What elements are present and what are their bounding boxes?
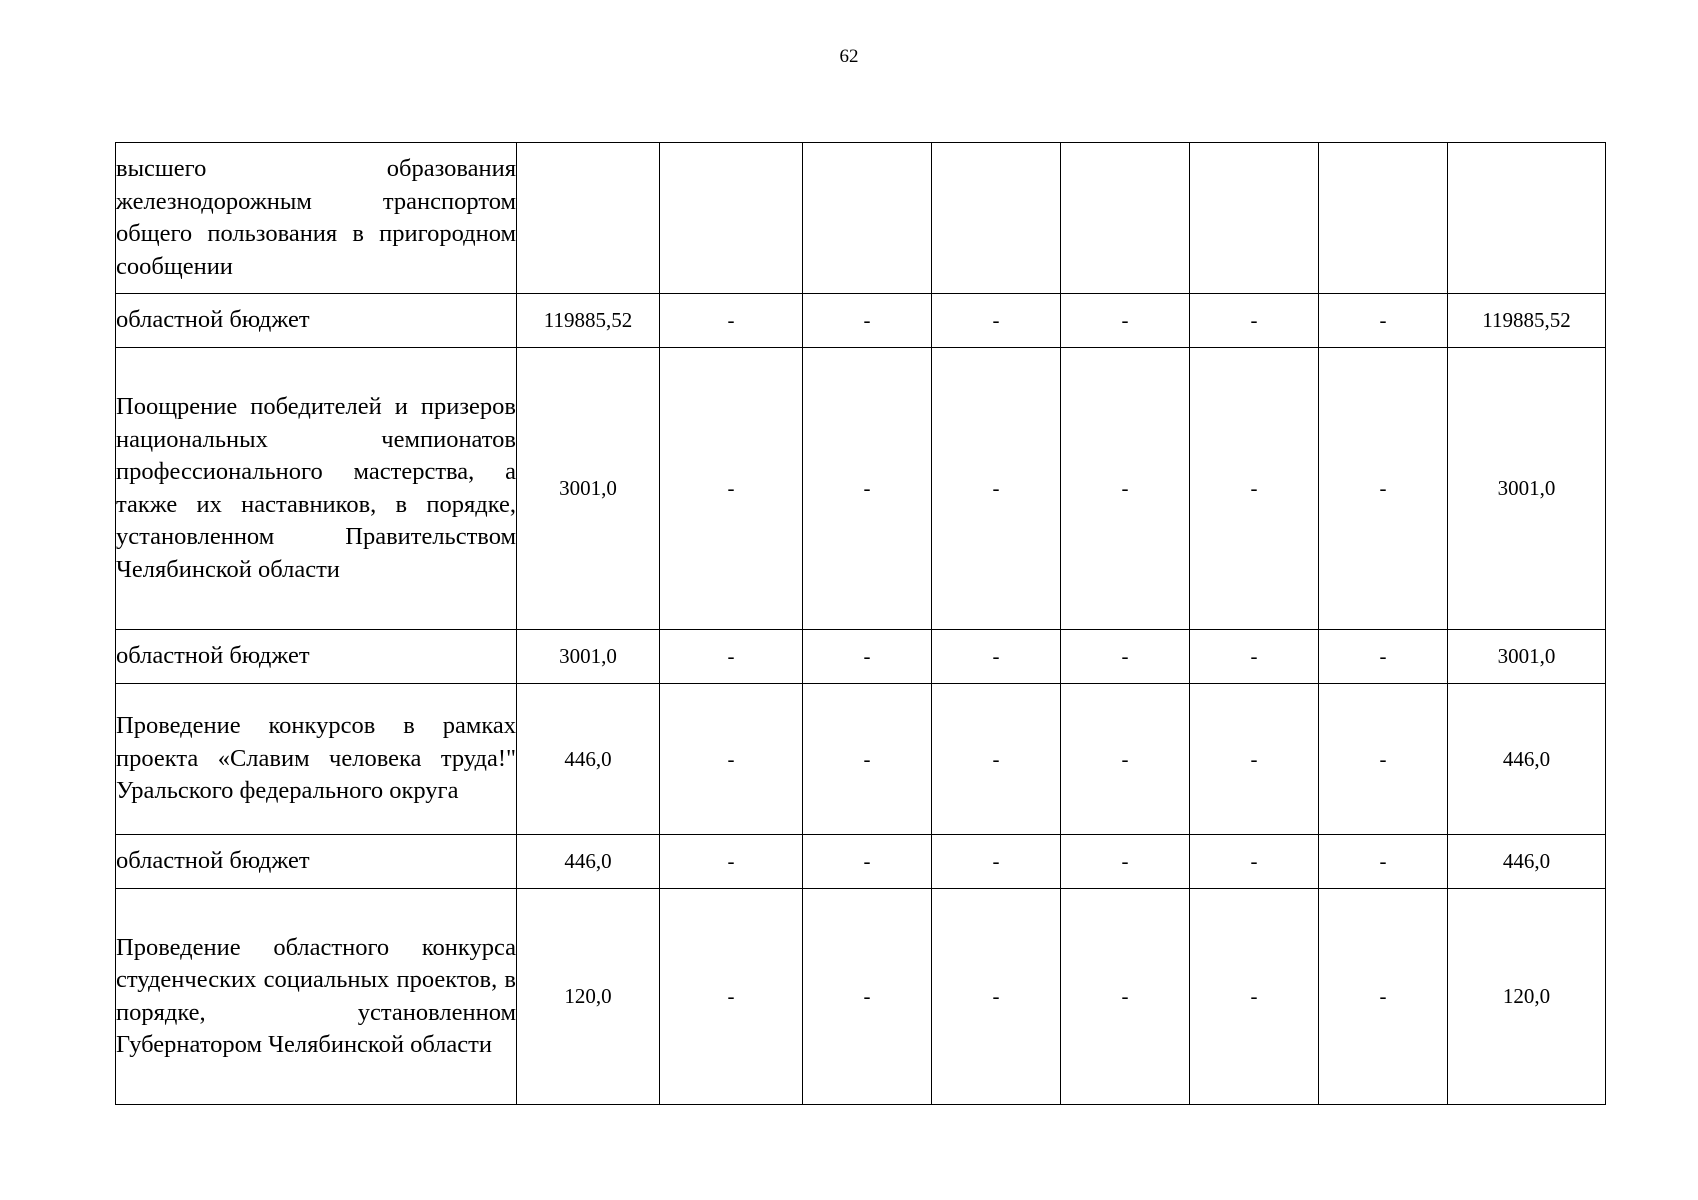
value-cell: 3001,0 <box>517 348 660 630</box>
value-cell: - <box>660 889 803 1105</box>
value-cell: - <box>1190 348 1319 630</box>
value-cell: - <box>1061 630 1190 684</box>
value-cell <box>803 143 932 294</box>
total-cell: 446,0 <box>1448 684 1606 835</box>
value-cell: 3001,0 <box>517 630 660 684</box>
value-cell: - <box>1190 630 1319 684</box>
value-cell: - <box>932 684 1061 835</box>
value-cell: - <box>1061 684 1190 835</box>
value-cell: - <box>1319 889 1448 1105</box>
value-cell: - <box>932 889 1061 1105</box>
table-row <box>116 835 1606 889</box>
table-row <box>116 348 1606 630</box>
value-cell: - <box>1061 294 1190 348</box>
value-cell: - <box>660 835 803 889</box>
row-description: областной бюджет <box>116 294 517 348</box>
page-number: 62 <box>839 46 859 67</box>
table-row <box>116 630 1606 684</box>
table-row <box>116 294 1606 348</box>
value-cell: - <box>1190 835 1319 889</box>
table-row <box>116 684 1606 835</box>
value-cell <box>660 143 803 294</box>
value-cell: - <box>660 348 803 630</box>
value-cell: - <box>803 835 932 889</box>
value-cell: - <box>803 889 932 1105</box>
value-cell: - <box>660 684 803 835</box>
value-cell: - <box>660 630 803 684</box>
row-description: областной бюджет <box>116 835 517 889</box>
total-cell <box>1448 143 1606 294</box>
budget-table <box>115 142 1606 1105</box>
value-cell <box>1061 143 1190 294</box>
value-cell: - <box>1319 294 1448 348</box>
total-cell: 120,0 <box>1448 889 1606 1105</box>
value-cell: - <box>1061 889 1190 1105</box>
row-description: Поощрение победителей и призеров национальных чемпионатов профессионального мастерства, а также их наставников, в порядке, установленном Правительством Челябинской области <box>116 348 517 630</box>
row-description: Проведение областного конкурса студенческих социальных проектов, в порядке, установленном Губернатором Челябинской области <box>116 889 517 1105</box>
value-cell: - <box>803 294 932 348</box>
value-cell: - <box>1319 835 1448 889</box>
value-cell: - <box>803 684 932 835</box>
value-cell: - <box>1319 684 1448 835</box>
table-row <box>116 889 1606 1105</box>
value-cell: 446,0 <box>517 835 660 889</box>
row-description: высшего образования железнодорожным транспортом общего пользования в пригородном сообщении <box>116 143 517 294</box>
value-cell: - <box>1190 684 1319 835</box>
value-cell <box>517 143 660 294</box>
value-cell: 119885,52 <box>517 294 660 348</box>
value-cell: - <box>932 294 1061 348</box>
row-description: Проведение конкурсов в рамках проекта «Славим человека труда!" Уральского федерального округа <box>116 684 517 835</box>
value-cell: - <box>1190 294 1319 348</box>
total-cell: 3001,0 <box>1448 348 1606 630</box>
value-cell: - <box>1190 889 1319 1105</box>
value-cell: - <box>660 294 803 348</box>
value-cell: 120,0 <box>517 889 660 1105</box>
value-cell: - <box>932 630 1061 684</box>
value-cell <box>932 143 1061 294</box>
value-cell: - <box>932 835 1061 889</box>
table-row <box>116 143 1606 294</box>
value-cell: - <box>803 630 932 684</box>
value-cell: - <box>932 348 1061 630</box>
value-cell: 446,0 <box>517 684 660 835</box>
value-cell: - <box>803 348 932 630</box>
value-cell: - <box>1061 348 1190 630</box>
row-description: областной бюджет <box>116 630 517 684</box>
value-cell <box>1190 143 1319 294</box>
total-cell: 446,0 <box>1448 835 1606 889</box>
total-cell: 3001,0 <box>1448 630 1606 684</box>
value-cell: - <box>1319 348 1448 630</box>
value-cell: - <box>1061 835 1190 889</box>
value-cell <box>1319 143 1448 294</box>
total-cell: 119885,52 <box>1448 294 1606 348</box>
value-cell: - <box>1319 630 1448 684</box>
